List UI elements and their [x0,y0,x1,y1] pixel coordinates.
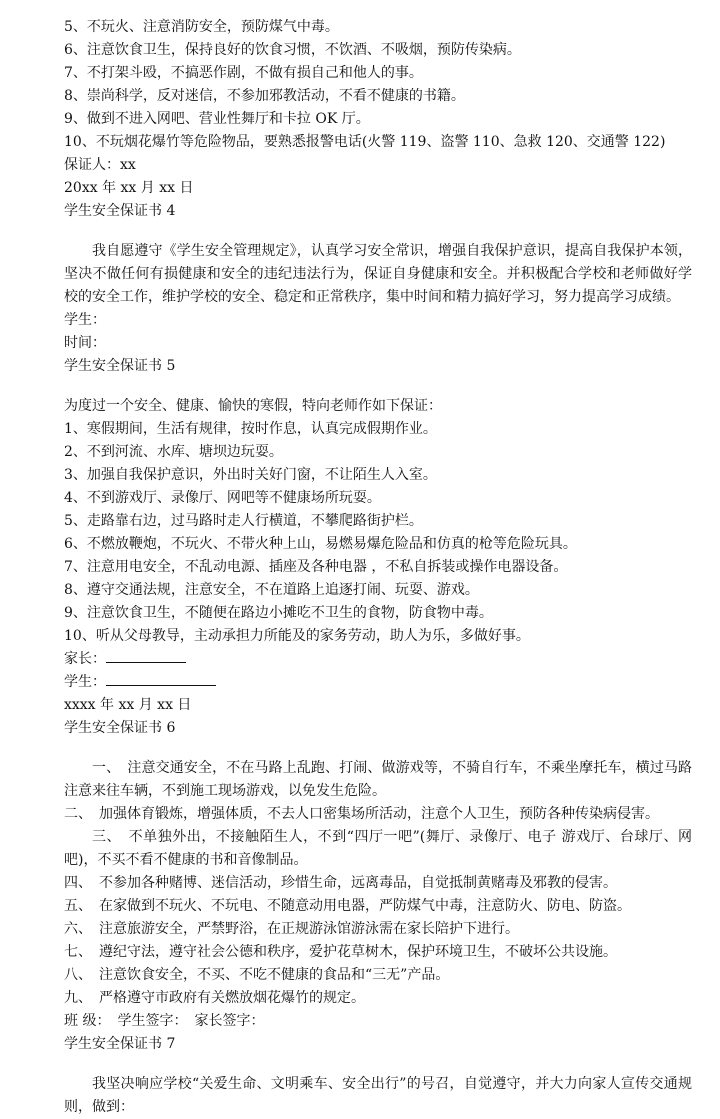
list-item: 一、 注意交通安全，不在马路上乱跑、打闹、做游戏等，不骑自行车，不乘坐摩托车，横过马路注意来往车辆，不到施工现场游戏，以免发生危险。 [64,760,692,799]
section-title: 学生安全保证书 4 [64,203,176,219]
student-label: 学生： [64,674,106,690]
rule-line: 10、不玩烟花爆竹等危险物品，要熟悉报警电话(火警 119、盗警 110、急救 120、交通警 122) [64,134,666,150]
parent-label: 家长： [64,651,106,667]
paragraph: 我自愿遵守《学生安全管理规定》，认真学习安全常识，增强自我保护意识，提高自我保护本领，坚决不做任何有损健康和安全的违纪违法行为，保证自身健康和安全。并积极配合学校和老师做好学校的安全工作，维护学校的安全、稳定和正常秩序，集中时间和精力搞好学习，努力提高学习成绩。 [64,243,692,305]
list-item: 五、 在家做到不玩火、不玩电、不随意动用电器，严防煤气中毒，注意防火、防电、防盗。 [64,898,631,914]
student-line: 学生： [64,312,106,328]
list-item: 5、走路靠右边，过马路时走人行横道，不攀爬路街护栏。 [64,513,423,529]
parent-signature-line [64,648,692,671]
list-item: 六、 注意旅游安全，严禁野浴，在正规游泳馆游泳需在家长陪护下进行。 [64,921,519,937]
list-item: 八、 注意饮食安全，不买、不吃不健康的食品和“三无”产品。 [64,967,450,983]
list-item: 九、 严格遵守市政府有关燃放烟花爆竹的规定。 [64,990,365,1006]
rule-line: 9、做到不进入网吧、营业性舞厅和卡拉 OK 厅。 [64,111,370,127]
list-item: 3、加强自我保护意识，外出时关好门窗，不让陌生人入室。 [64,467,437,483]
section-title: 学生安全保证书 6 [64,720,176,736]
section-title: 学生安全保证书 7 [64,1036,176,1052]
rule-line: 5、不玩火、注意消防安全，预防煤气中毒。 [64,19,339,35]
list-item: 三、 不单独外出，不接触陌生人，不到“四厅一吧”(舞厅、录像厅、电子 游戏厅、台球厅、网吧)，不买不看不健康的书和音像制品。 [64,829,692,868]
student-signature-line [64,671,692,694]
rule-line: 6、注意饮食卫生，保持良好的饮食习惯，不饮酒、不吸烟，预防传染病。 [64,42,521,58]
rule-line: 8、崇尚科学，反对迷信，不参加邪教活动，不看不健康的书籍。 [64,88,465,104]
list-item: 1、寒假期间，生活有规律，按时作息，认真完成假期作业。 [64,421,437,437]
rule-line: 7、不打架斗殴，不搞恶作剧，不做有损自己和他人的事。 [64,65,423,81]
list-item: 4、不到游戏厅、录像厅、网吧等不健康场所玩耍。 [64,490,381,506]
list-item: 2、不到河流、水库、塘坝边玩耍。 [64,444,283,460]
list-item: 二、 加强体育锻炼，增强体质，不去人口密集场所活动，注意个人卫生，预防各种传染病侵害。 [64,806,659,822]
student-blank [106,671,216,686]
section-title: 学生安全保证书 5 [64,358,176,374]
list-item: 9、注意饮食卫生，不随便在路边小摊吃不卫生的食物，防食物中毒。 [64,605,493,621]
signature-line: 班 级： 学生签字： 家长签字： [64,1013,265,1029]
list-item: 四、 不参加各种赌博、迷信活动，珍惜生命，远离毒品，自觉抵制黄赌毒及邪教的侵害。 [64,875,617,891]
parent-blank [106,648,186,663]
list-item: 7、注意用电安全，不乱动电源、插座及各种电器 ，不私自拆装或操作电器设备。 [64,559,568,575]
guarantor-line: 保证人：xx [64,157,136,173]
paragraph: 我坚决响应学校“关爱生命、文明乘车、安全出行”的号召，自觉遵守，并大力向家人宣传交通规则，做到： [64,1076,692,1115]
list-item: 10、听从父母教导，主动承担力所能及的家务劳动，助人为乐，多做好事。 [64,628,530,644]
date-line: xxxx 年 xx 月 xx 日 [64,697,192,713]
list-item: 8、遵守交通法规，注意安全，不在道路上追逐打闹、玩耍、游戏。 [64,582,479,598]
list-item: 七、 遵纪守法，遵守社会公德和秩序，爱护花草树木，保护环境卫生，不破坏公共设施。 [64,944,617,960]
date-line: 20xx 年 xx 月 xx 日 [64,180,194,196]
list-item: 6、不燃放鞭炮，不玩火、不带火种上山，易燃易爆危险品和仿真的枪等危险玩具。 [64,536,577,552]
time-line: 时间： [64,335,106,351]
intro-line: 为度过一个安全、健康、愉快的寒假，特向老师作如下保证： [64,398,442,414]
